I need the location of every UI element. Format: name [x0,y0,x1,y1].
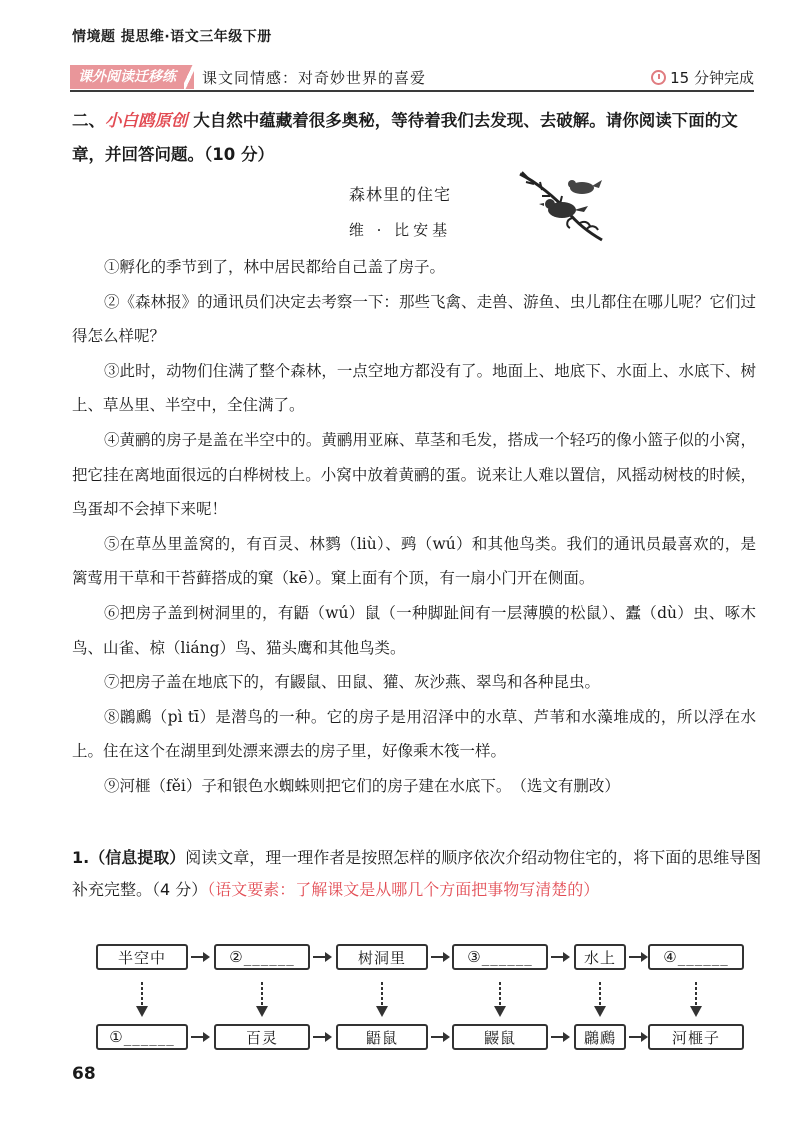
page-number: 68 [72,1064,96,1084]
right-arrow-icon [629,1032,649,1042]
question-1-tag: （信息提取） [89,848,186,867]
mindmap-top-2[interactable]: ②______ [214,944,310,970]
mindmap-top-3: 树洞里 [336,944,428,970]
time-limit [651,67,754,88]
banner-subject: 课文同情感：对奇妙世界的喜爱 [202,68,427,87]
mindmap-bottom-6: 河榧子 [648,1024,744,1050]
banner-slash-decoration [184,65,194,89]
mindmap-bottom-1[interactable]: ①______ [96,1024,188,1050]
question-heading [72,104,762,172]
down-arrow-icon [375,982,389,1018]
mindmap-bottom-4: 鼹鼠 [452,1024,548,1050]
right-arrow-icon [551,1032,571,1042]
article-paragraph-9: ⑨河榧（fěi）子和银色水蜘蛛则把它们的房子建在水底下。 （选文有删改） [104,776,620,795]
book-header: 情境题 提思维·语文三年级下册 [72,29,272,45]
article-paragraph-8: ⑧鸊鷉（pì tī）是潜鸟的一种。它的房子是用沼泽中的水草、芦苇和水藻堆成的，所以浮在水上。住在这个在湖里到处漂来漂去的房子里，好像乘木筏一样。 [72,707,756,761]
article-paragraph-7: ⑦把房子盖在地底下的，有鼹鼠、田鼠、獾、灰沙燕、翠鸟和各种昆虫。 [104,673,601,692]
article-paragraph-4: ④黄鹂的房子是盖在半空中的。黄鹂用亚麻、草茎和毛发，搭成一个轻巧的像小篮子似的小窝，把它挂在离地面很远的白桦树枝上。小窝中放着黄鹂的蛋。说来让人难以置信，风摇动树枝的时候，鸟蛋却不会掉下来呢！ [72,430,756,519]
time-limit-label: 15 分钟完成 [670,68,754,87]
question-number: 二、 [72,111,105,130]
mindmap-bottom-2: 百灵 [214,1024,310,1050]
article-paragraph-2: ②《森林报》的通讯员们决定去考察一下：那些飞禽、走兽、游鱼、虫儿都住在哪儿呢？它们过得怎么样呢？ [72,292,756,346]
clock-icon [651,70,666,85]
question-text: 大自然中蕴藏着很多奥秘，等待着我们去发现、去破解。请你阅读下面的文章，并回答问题。（10 分） [72,111,738,164]
banner-tag: 课外阅读迁移练 [70,65,184,89]
article-paragraph-3: ③此时，动物们住满了整个森林，一点空地方都没有了。地面上、地底下、水面上、水底下、树上、草丛里、半空中，全住满了。 [72,361,756,415]
right-arrow-icon [191,952,211,962]
article-body [72,250,756,804]
bird-on-branch-icon [516,168,606,246]
right-arrow-icon [191,1032,211,1042]
question-1 [72,842,762,906]
article-title: 森林里的住宅 [348,185,451,204]
right-arrow-icon [629,952,649,962]
right-arrow-icon [431,1032,451,1042]
down-arrow-icon [593,982,607,1018]
article-author: 维 · 比安基 [348,221,452,239]
mind-map [96,944,756,1064]
article-paragraph-5: ⑤在草丛里盖窝的，有百灵、林鹨（liù）、鹀（wú）和其他鸟类。我们的通讯员最喜欢的，是篱莺用干草和干苔藓搭成的窠（kē）。窠上面有个顶，有一扇小门开在侧面。 [72,534,756,588]
down-arrow-icon [689,982,703,1018]
down-arrow-icon [135,982,149,1018]
mindmap-bottom-3: 鼯鼠 [336,1024,428,1050]
question-1-number: 1. [72,848,90,867]
right-arrow-icon [551,952,571,962]
down-arrow-icon [255,982,269,1018]
mindmap-top-6[interactable]: ④______ [648,944,744,970]
question-1-hint: （语文要素：了解课文是从哪几个方面把事物写清楚的） [207,880,600,899]
article-title-block [0,182,800,240]
right-arrow-icon [313,952,333,962]
right-arrow-icon [431,952,451,962]
section-banner [70,64,754,92]
down-arrow-icon [493,982,507,1018]
mindmap-top-4[interactable]: ③______ [452,944,548,970]
mindmap-top-1: 半空中 [96,944,188,970]
mindmap-bottom-5: 鸊鷉 [574,1024,626,1050]
article-paragraph-1: ①孵化的季节到了，林中居民都给自己盖了房子。 [104,258,446,276]
mindmap-top-5: 水上 [574,944,626,970]
question-1-text: 阅读文章，理一理作者是按照怎样的顺序依次介绍动物住宅的，将下面的思维导图补充完整。（4 分） [72,848,762,899]
original-tag: 小白鸥原创 [105,111,188,130]
article-paragraph-6: ⑥把房子盖到树洞里的，有鼯（wú）鼠（一种脚趾间有一层薄膜的松鼠）、蠹（dù）虫、啄木鸟、山雀、椋（liáng）鸟、猫头鹰和其他鸟类。 [72,603,756,657]
right-arrow-icon [313,1032,333,1042]
